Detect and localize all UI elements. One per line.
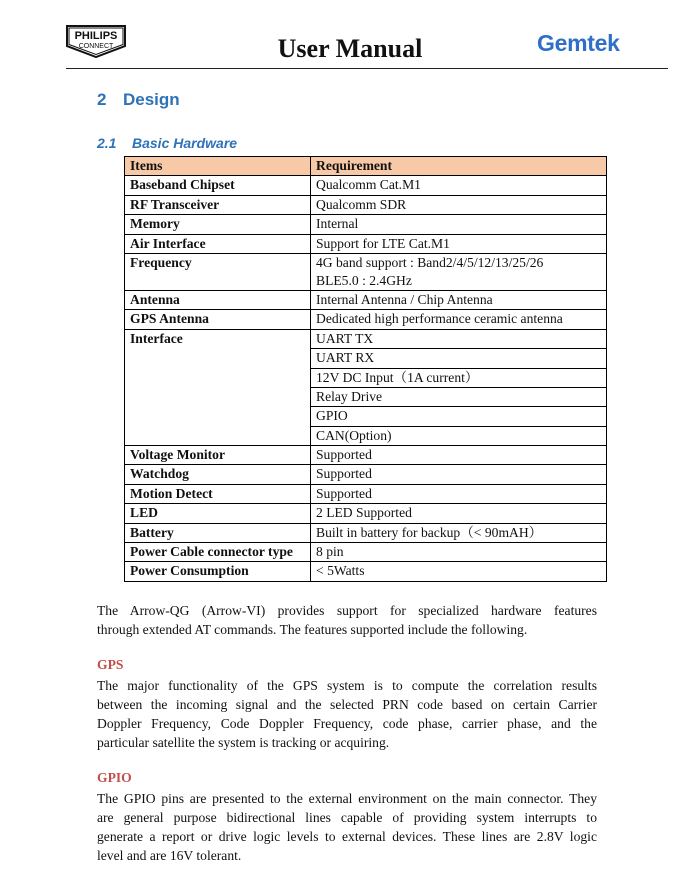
paragraph-line: The major functionality of the GPS system is to compute the correlation results <box>97 678 597 693</box>
requirement-cell: Internal Antenna / Chip Antenna <box>311 290 607 309</box>
table-row <box>125 329 607 348</box>
item-cell-continued <box>125 407 311 426</box>
table-header-row <box>125 157 607 176</box>
gpio-paragraph <box>97 789 597 865</box>
paragraph-line: between the incoming signal and the selected PRN code based on certain Carrier <box>97 697 597 712</box>
section-title: Design <box>123 90 180 109</box>
paragraph-line: through extended AT commands. The features supported include the following. <box>97 622 528 637</box>
table-row <box>125 310 607 329</box>
table-row <box>125 523 607 542</box>
table-row <box>125 543 607 562</box>
requirement-line: 4G band support : Band2/4/5/12/13/25/26 <box>316 254 544 270</box>
item-cell: Baseband Chipset <box>125 176 311 195</box>
item-cell: Power Cable connector type <box>125 543 311 562</box>
logo-text-connect: CONNECT <box>78 43 114 50</box>
item-cell: Antenna <box>125 290 311 309</box>
gps-heading: GPS <box>97 657 124 672</box>
table-row <box>125 368 607 387</box>
logo-text-philips: PHILIPS <box>74 30 118 42</box>
table-row <box>125 465 607 484</box>
subsection-heading <box>97 135 237 151</box>
item-cell: Voltage Monitor <box>125 446 311 465</box>
item-cell: Motion Detect <box>125 484 311 503</box>
paragraph-line: particular satellite the system is tracking or acquiring. <box>97 735 390 750</box>
requirement-line: BLE5.0 : 2.4GHz <box>316 272 412 288</box>
requirement-cell: 12V DC Input（1A current） <box>311 368 607 387</box>
paragraph-line: are general purpose bidirectional lines capable of providing system interrupts to <box>97 810 597 825</box>
requirement-cell: CAN(Option) <box>311 426 607 445</box>
paragraph-line: level and are 16V tolerant. <box>97 848 242 863</box>
table-row <box>125 234 607 253</box>
table-row <box>125 290 607 309</box>
document-title: User Manual <box>277 34 423 63</box>
table-row <box>125 446 607 465</box>
item-cell-continued <box>125 387 311 406</box>
item-cell: Power Consumption <box>125 562 311 581</box>
paragraph-line: Doppler Frequency, Code Doppler Frequency, code phase, carrier phase, and the <box>97 716 597 731</box>
item-cell: Interface <box>125 329 311 348</box>
item-cell: Watchdog <box>125 465 311 484</box>
requirement-cell: Qualcomm SDR <box>311 195 607 214</box>
item-cell: GPS Antenna <box>125 310 311 329</box>
requirement-cell: Supported <box>311 484 607 503</box>
requirement-cell: Relay Drive <box>311 387 607 406</box>
table-row <box>125 349 607 368</box>
intro-paragraph <box>97 601 597 639</box>
requirement-cell: Support for LTE Cat.M1 <box>311 234 607 253</box>
table-row <box>125 562 607 581</box>
requirement-cell <box>311 253 607 290</box>
item-cell: Battery <box>125 523 311 542</box>
requirement-cell: 2 LED Supported <box>311 504 607 523</box>
paragraph-line: The GPIO pins are presented to the external environment on the main connector. They <box>97 791 597 806</box>
paragraph-line: generate a report or drive logic levels to external devices. These lines are 2.8V logic <box>97 829 597 844</box>
table-row <box>125 484 607 503</box>
subsection-number: 2.1 <box>97 135 117 151</box>
requirement-cell: Built in battery for backup（< 90mAH） <box>311 523 607 542</box>
header-divider <box>66 68 668 69</box>
requirement-cell: Supported <box>311 465 607 484</box>
requirement-cell: GPIO <box>311 407 607 426</box>
requirement-cell: Dedicated high performance ceramic antenna <box>311 310 607 329</box>
gemtek-logo: Gemtek <box>537 30 620 56</box>
item-cell-continued <box>125 349 311 368</box>
gps-paragraph <box>97 676 597 752</box>
table-row <box>125 426 607 445</box>
item-cell: Memory <box>125 215 311 234</box>
requirement-cell: < 5Watts <box>311 562 607 581</box>
table-row <box>125 504 607 523</box>
table-row <box>125 407 607 426</box>
item-cell-continued <box>125 426 311 445</box>
item-cell: Frequency <box>125 253 311 290</box>
item-cell: RF Transceiver <box>125 195 311 214</box>
gpio-heading: GPIO <box>97 770 132 785</box>
requirement-cell: 8 pin <box>311 543 607 562</box>
section-heading <box>97 90 180 110</box>
requirement-cell: UART TX <box>311 329 607 348</box>
column-header-requirement: Requirement <box>311 157 607 176</box>
hardware-spec-table <box>124 156 607 582</box>
requirement-cell: Qualcomm Cat.M1 <box>311 176 607 195</box>
table-row <box>125 195 607 214</box>
item-cell-continued <box>125 368 311 387</box>
paragraph-line: The Arrow-QG (Arrow-VI) provides support for specialized hardware features <box>97 603 597 618</box>
requirement-cell: UART RX <box>311 349 607 368</box>
table-row <box>125 215 607 234</box>
section-number: 2 <box>97 90 107 109</box>
table-row <box>125 253 607 290</box>
item-cell: Air Interface <box>125 234 311 253</box>
requirement-cell: Supported <box>311 446 607 465</box>
table-row <box>125 176 607 195</box>
subsection-title: Basic Hardware <box>132 135 238 151</box>
table-row <box>125 387 607 406</box>
requirement-cell: Internal <box>311 215 607 234</box>
column-header-items: Items <box>125 157 311 176</box>
item-cell: LED <box>125 504 311 523</box>
